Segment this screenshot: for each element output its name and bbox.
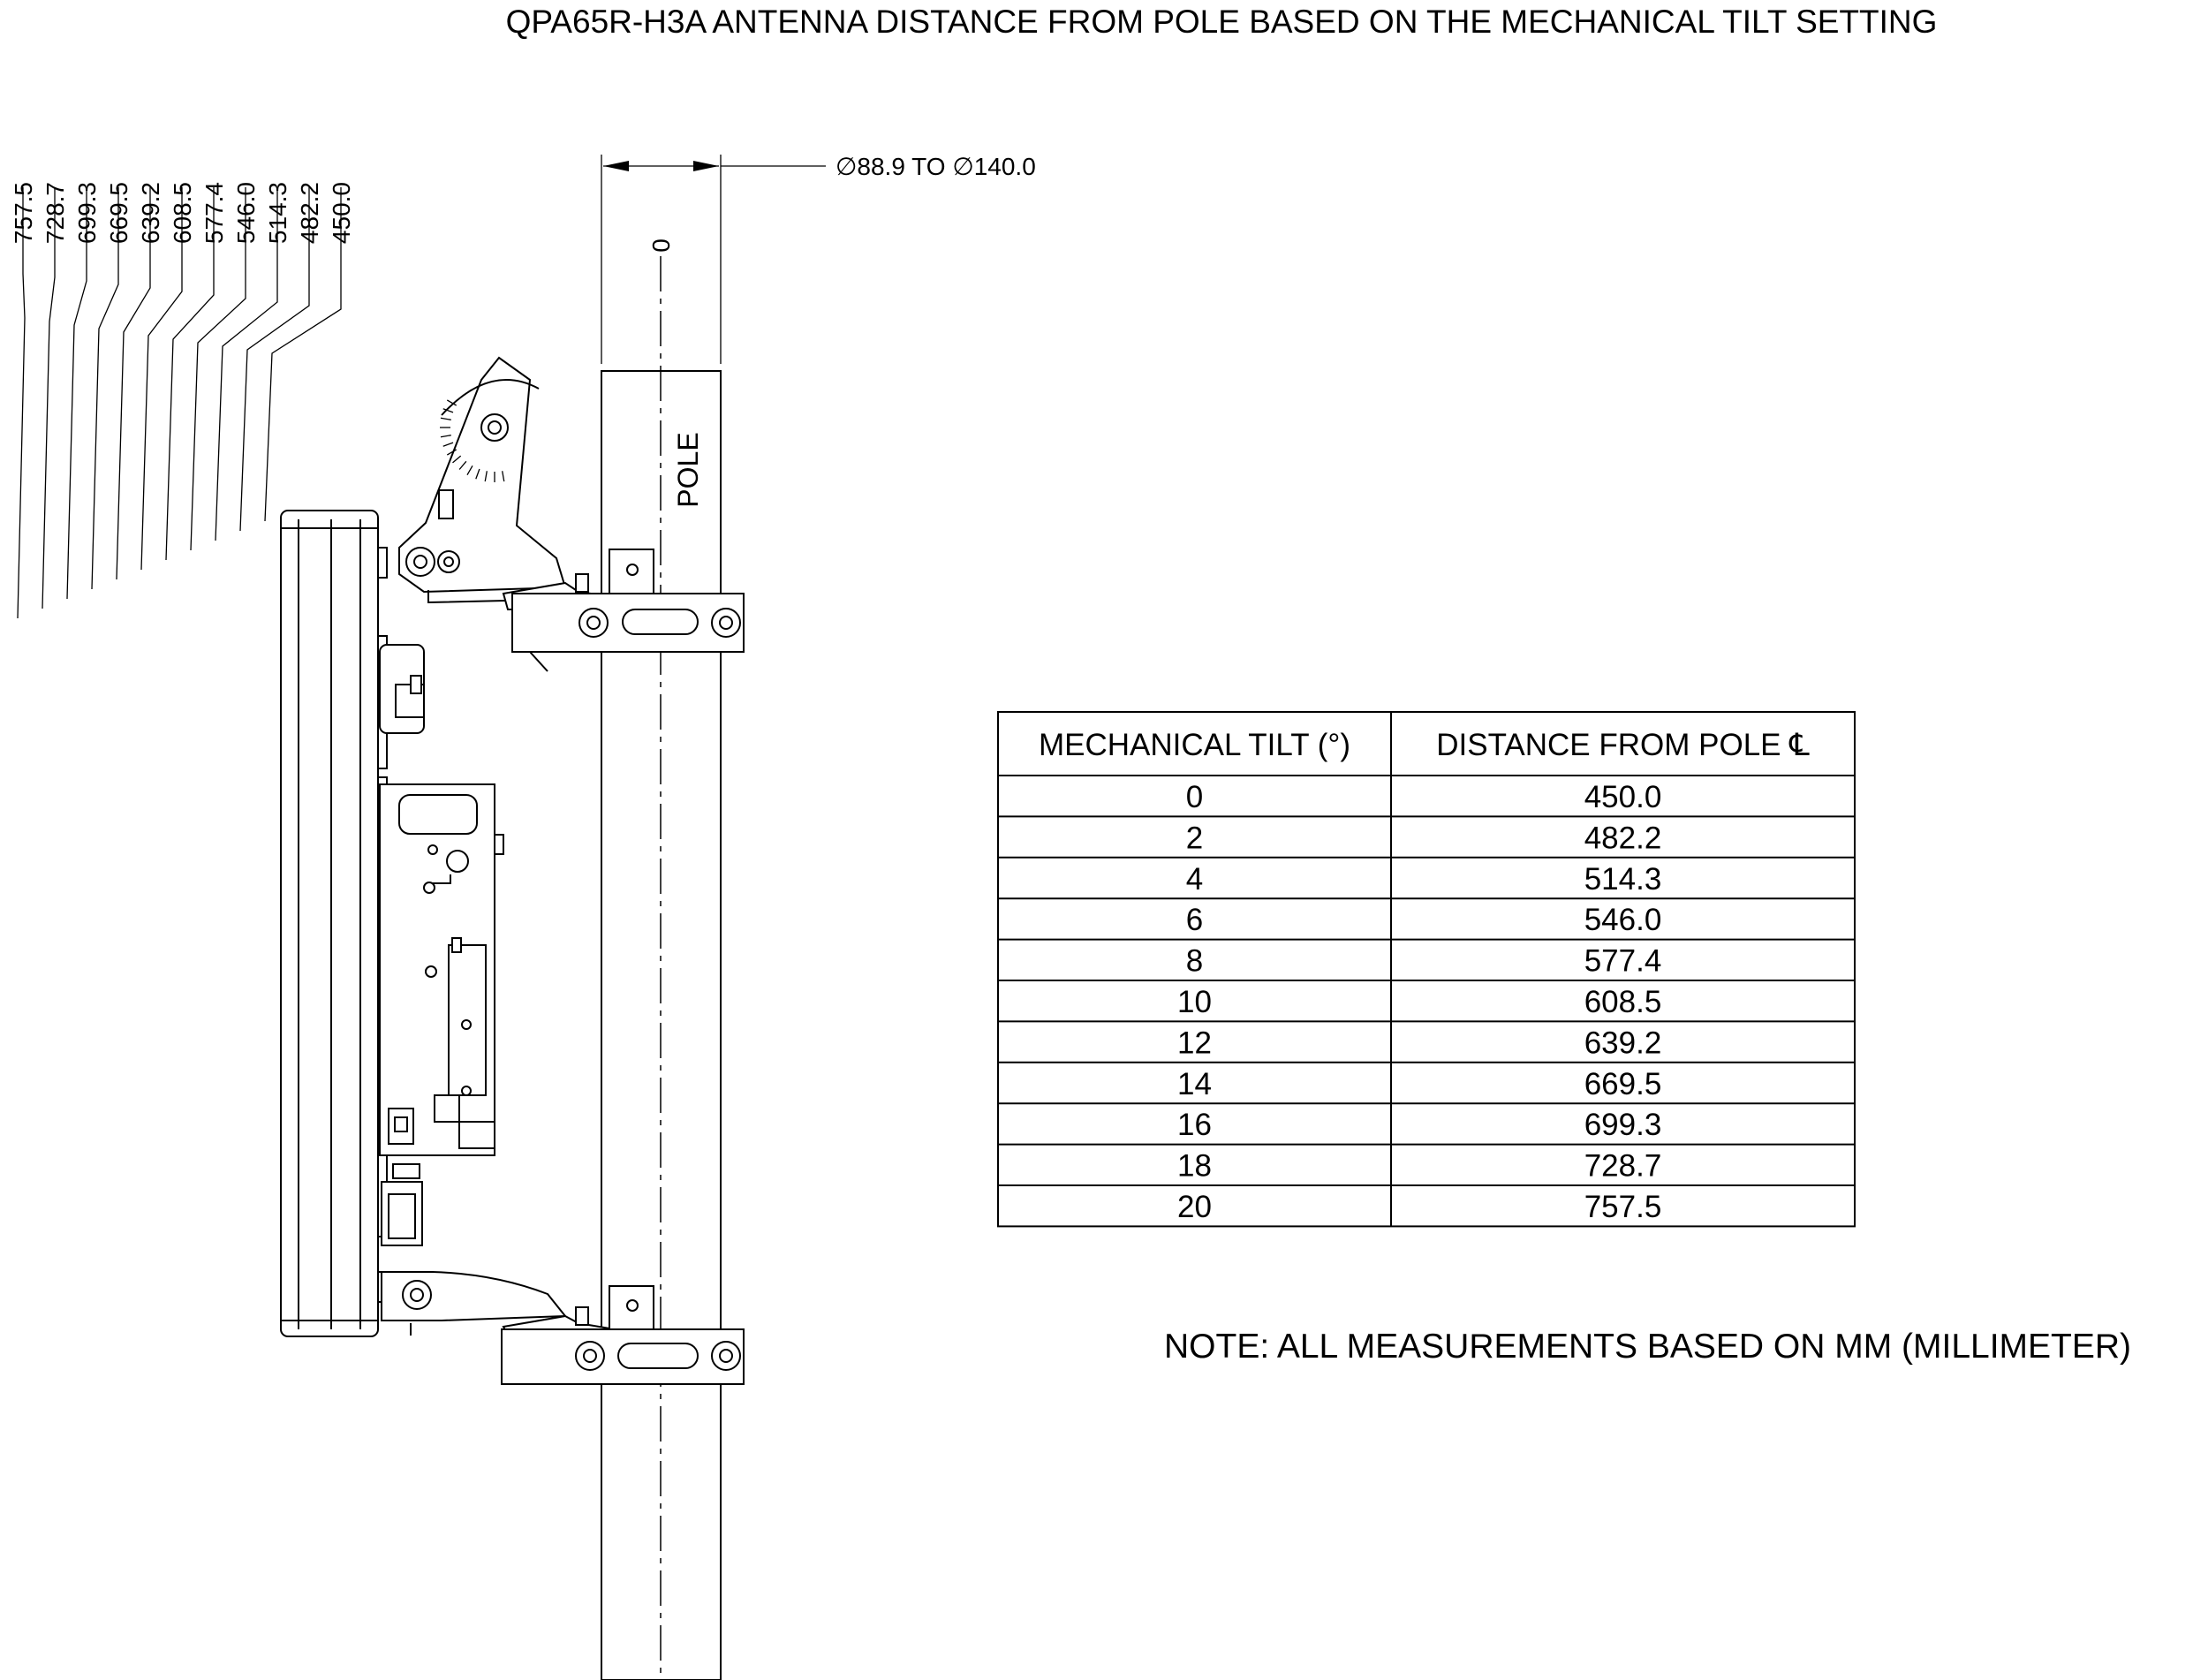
table-cell-distance: 639.2 [1584, 1025, 1662, 1061]
table-cell-distance: 546.0 [1584, 903, 1662, 938]
distance-callout-label: 608.5 [169, 182, 196, 245]
distance-leader-line [67, 187, 87, 599]
table-cell-tilt: 14 [1177, 1066, 1212, 1101]
distance-callout-label: 728.7 [42, 182, 69, 245]
distance-callout-label: 514.3 [264, 182, 291, 245]
distance-leader-line [117, 187, 150, 579]
table-header-cell: MECHANICAL TILT (°) [1038, 728, 1351, 762]
distance-callout-label: 639.2 [137, 182, 164, 245]
pole-diameter-dimension [601, 153, 1036, 364]
top-tilt-bracket [399, 358, 583, 602]
measurement-note: NOTE: ALL MEASUREMENTS BASED ON MM (MILLIMETER) [1164, 1328, 2132, 1366]
pole-label: POLE [672, 432, 704, 508]
antenna-center-bracket [380, 645, 503, 1245]
table-cell-distance: 450.0 [1584, 780, 1662, 814]
distance-callout-label: 577.4 [200, 182, 228, 245]
table-cell-distance: 577.4 [1584, 943, 1662, 979]
table-cell-tilt: 18 [1177, 1148, 1212, 1184]
distance-callout-label: 546.0 [232, 182, 260, 245]
pole-diameter-label: ∅88.9 TO ∅140.0 [836, 153, 1036, 180]
pole-centerline-label: 0 [647, 238, 675, 253]
table-cell-tilt: 10 [1177, 985, 1212, 1019]
table-cell-tilt: 12 [1177, 1025, 1212, 1061]
antenna-body [281, 511, 387, 1336]
table-cell-tilt: 16 [1177, 1108, 1212, 1143]
distance-leader-line [42, 187, 55, 609]
table-cell-tilt: 8 [1185, 943, 1204, 979]
distance-leader-line [92, 187, 118, 589]
table-cell-distance: 482.2 [1584, 821, 1662, 856]
table-cell-tilt: 4 [1185, 861, 1204, 897]
table-header-cell: DISTANCE FROM POLE ℄ [1436, 728, 1810, 762]
table-cell-distance: 514.3 [1584, 861, 1662, 897]
table-cell-distance: 699.3 [1584, 1108, 1662, 1143]
table-cell-distance: 757.5 [1584, 1190, 1662, 1224]
distance-callout-label: 450.0 [328, 182, 355, 245]
distance-leader-line [18, 187, 25, 618]
tilt-distance-table [998, 712, 1855, 1226]
table-cell-tilt: 20 [1177, 1190, 1212, 1224]
table-cell-distance: 608.5 [1584, 985, 1662, 1019]
table-cell-tilt: 6 [1185, 903, 1204, 938]
distance-callout-label: 482.2 [296, 182, 323, 245]
table-cell-distance: 728.7 [1584, 1148, 1662, 1184]
distance-callout-label: 699.3 [73, 182, 101, 245]
pole [601, 238, 721, 1680]
distance-callout-label: 669.5 [105, 182, 132, 245]
table-cell-tilt: 0 [1185, 780, 1204, 814]
drawing-title: QPA65R-H3A ANTENNA DISTANCE FROM POLE BASED ON THE MECHANICAL TILT SETTING [505, 4, 1938, 40]
table-cell-tilt: 2 [1185, 821, 1204, 856]
table-cell-distance: 669.5 [1584, 1066, 1662, 1101]
distance-callout-label: 757.5 [10, 182, 37, 245]
